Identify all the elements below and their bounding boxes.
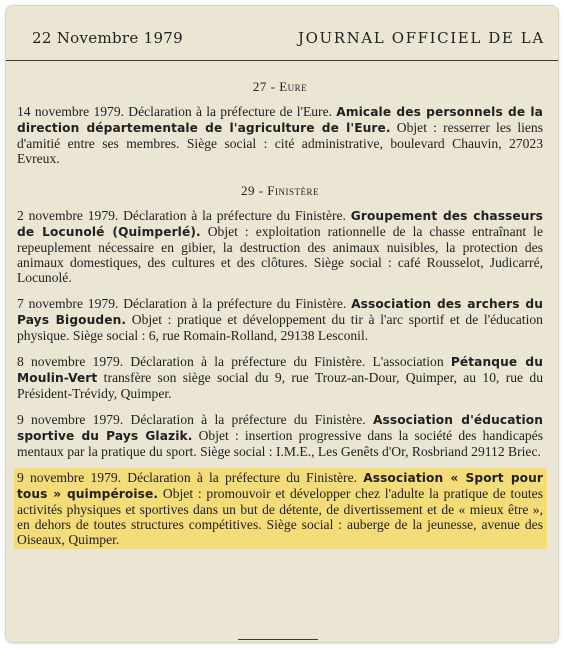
- association-name: Association des archers du Pays Bigouden.: [17, 297, 543, 327]
- association-name: Groupement des chasseurs de Locunolé (Quimperlé).: [17, 209, 544, 239]
- notice-entry: 7 novembre 1979. Déclaration à la préfecture du Finistère. Association des archers du Pays Bigouden. Objet : pratique et développement du tir à l'arc sportif et de l'éducation physique. Siège social : 6, rue Romain-Rolland, 29138 Lesconil.: [17, 296, 543, 343]
- article-column: [17, 62, 543, 547]
- notice-entry: 8 novembre 1979. Déclaration à la préfecture du Finistère. L'association Pétanque du Moulin-Vert transfère son siège social du 9, rue Trouz-an-Dour, Quimper, au 10, rue du Président-Trévidy, Quimper.: [17, 354, 543, 401]
- notice-entry: 9 novembre 1979. Déclaration à la préfecture du Finistère. Association d'éducation sportive du Pays Glazik. Objet : insertion progressive dans la société des handicapés mentaux par la pratique du sport. Siège social : I.M.E., Les Genêts d'Or, Rosbriand 29112 Briec.: [17, 412, 544, 459]
- footer-rule: [238, 639, 318, 640]
- department-heading-finistere: 29 - Finistère: [240, 183, 320, 198]
- highlighted-notice-entry: 9 novembre 1979. Déclaration à la préfecture du Finistère. Association « Sport pour tous » quimpéroise. Objet : promouvoir et développer chez l'adulte la pratique de toutes activités physiques et sportives dans un but de détente, de divertissement et de « mieux être », en dehors de toutes structures compétitives. Siège social : auberge de la jeunesse, avenue des Oiseaux, Quimper.: [17, 470, 543, 547]
- department-heading-eure: 27 - Eure: [252, 79, 308, 94]
- issue-date: 22 Novembre 1979: [32, 29, 183, 47]
- newspaper-page: [6, 6, 558, 642]
- notice-entry: 2 novembre 1979. Déclaration à la préfecture du Finistère. Groupement des chasseurs de Locunolé (Quimperlé). Objet : exploitation rationnelle de la chasse entraînant le repeuplement nécessaire en gibier, la destruction des animaux nuisibles, la protection des animaux domestiques, des cultures et des clôtures. Siège social : café Rousselot, Judicarré, Locunolé.: [17, 208, 544, 285]
- notice-entry: 14 novembre 1979. Déclaration à la préfecture de l'Eure. Amicale des personnels de la direction départementale de l'agriculture de l'Eure. Objet : resserrer les liens d'amitié entre ses membres. Siège social : cité administrative, boulevard Chauvin, 27023 Evreux.: [17, 104, 543, 166]
- journal-title: JOURNAL OFFICIEL DE LA: [298, 29, 545, 47]
- page-header: [6, 6, 559, 50]
- association-name: Association d'éducation sportive du Pays Glazik.: [17, 413, 543, 443]
- association-name: Pétanque du Moulin-Vert: [17, 355, 543, 385]
- association-name: Amicale des personnels de la direction départementale de l'agriculture de l'Eure.: [17, 105, 543, 135]
- header-rule: [6, 60, 558, 61]
- association-name: Association « Sport pour tous » quimpéroise.: [17, 471, 543, 501]
- screenshot-frame: [5, 5, 559, 643]
